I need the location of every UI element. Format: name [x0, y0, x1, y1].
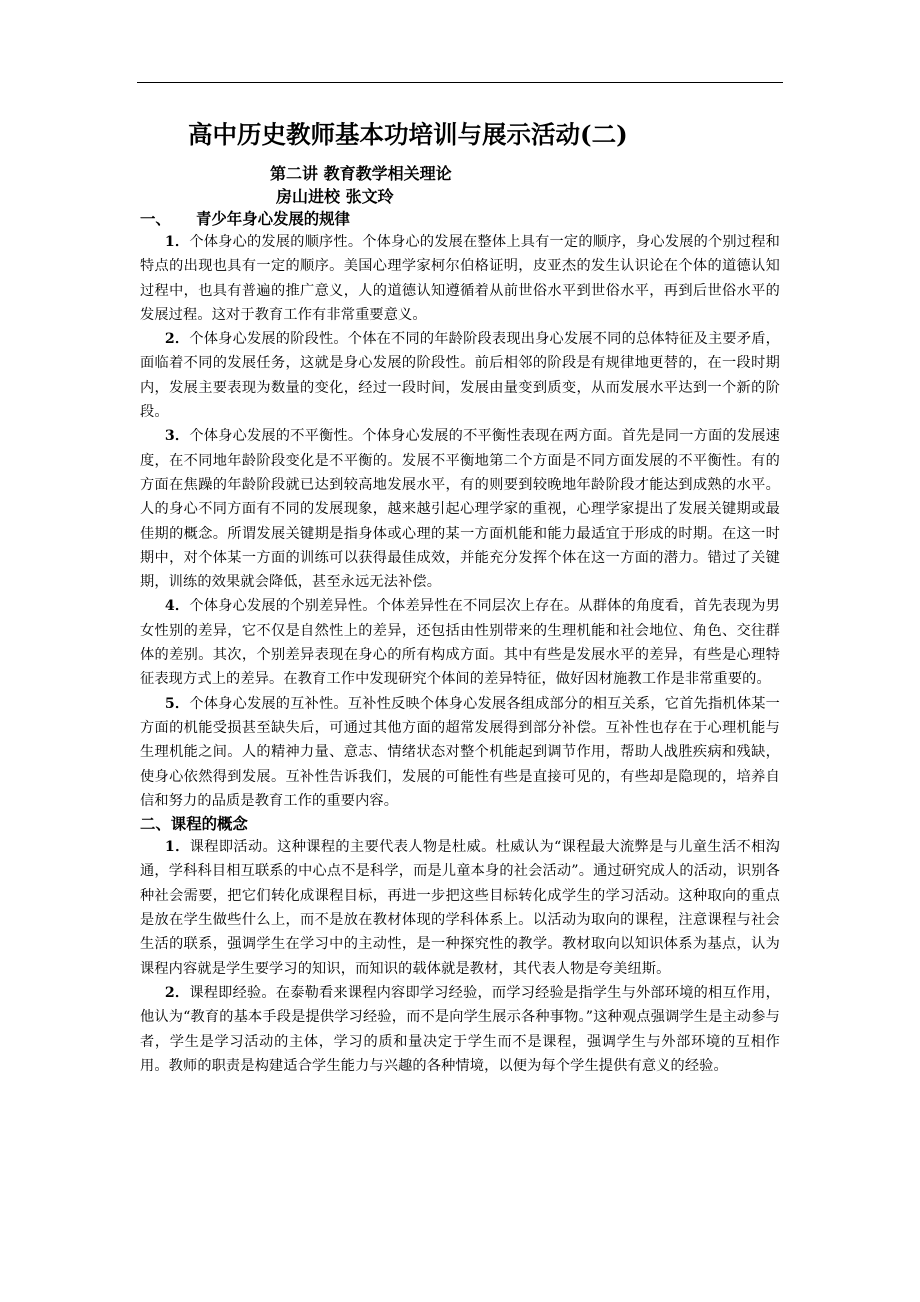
paragraph-text: 课程即经验。在泰勒看来课程内容即学习经验，而学习经验是指学生与外部环境的相互作用，他认为“教育的基本手段是提供学习经验，而不是向学生展示各种事物。”这种观点强调学生是主动参与者，学生是学习活动的主体，学习的质和量决定于学生而不是课程，强调学生与外部环境的互相作用。教师的职责是构建适合学生能力与兴趣的各种情境，以便为每个学生提供有意义的经验。	[140, 984, 780, 1074]
paragraph	[140, 835, 780, 981]
item-number: 1．	[164, 234, 190, 250]
item-number: 1．	[164, 839, 190, 856]
paragraph-text: 个体身心发展的互补性。互补性反映个体身心发展各组成部分的相互关系，它首先指机体某一方面的机能受损甚至缺失后，可通过其他方面的超常发展得到部分补偿。互补性也存在于心理机能与生理机能之间。人的精神力量、意志、情绪状态对整个机能起到调节作用，帮助人战胜疾病和残缺，使身心依然得到发展。互补性告诉我们，发展的可能性有些是直接可见的，有些却是隐现的，培养自信和努力的品质是教育工作的重要内容。	[140, 695, 780, 809]
section-heading	[140, 208, 780, 230]
section-heading	[140, 813, 780, 835]
item-number: 3．	[164, 428, 190, 445]
paragraph-text: 个体身心发展的个别差异性。个体差异性在不同层次上存在。从群体的角度看，首先表现为男女性别的差异，它不仅是自然性上的差异，还包括由性别带来的生理机能和社会地位、角色、交往群体的差别。其次，个别差异表现在身心的所有构成方面。其中有些是发展水平的差异，有些是心理特征表现方式上的差异。在教育工作中发现研究个体间的差异特征，做好因材施教工作是非常重要的。	[140, 598, 780, 688]
paragraph-text: 个体身心发展的阶段性。个体在不同的年龄阶段表现出身心发展不同的总体特征及主要矛盾，面临着不同的发展任务，这就是身心发展的阶段性。前后相邻的阶段是有规律地更替的，在一段时期内，发展主要表现为数量的变化，经过一段时间，发展由量变到质变，从而发展水平达到一个新的阶段。	[140, 331, 780, 421]
document-title: 高中历史教师基本功培训与展示活动(二)	[188, 120, 628, 149]
section-number: 一、	[140, 210, 171, 228]
section-number: 二、	[140, 815, 171, 834]
paragraph	[140, 692, 780, 813]
paragraph-text: 个体身心发展的不平衡性。个体身心发展的不平衡性表现在两方面。首先是同一方面的发展速度，在不同地年龄阶段变化是不平衡的。发展不平衡地第二个方面是不同方面发展的不平衡性。有的方面在焦躁的年龄阶段就已达到较高地发展水平，有的则要到较晚地年龄阶段才能达到成熟的水平。人的身心不同方面有不同的发展现象，越来越引起心理学家的重视，心理学家提出了发展关键期或最佳期的概念。所谓发展关键期是指身体或心理的某一方面机能和能力最适宜于形成的时期。在这一时期中，对个体某一方面的训练可以获得最佳成效，并能充分发挥个体在这一方面的潜力。错过了关键期，训练的效果就会降低，甚至永远无法补偿。	[140, 428, 780, 591]
author-line: 房山进校 张文玲	[276, 187, 394, 206]
lecture-subtitle: 第二讲 教育教学相关理论	[270, 164, 452, 183]
item-number: 5．	[164, 695, 190, 712]
paragraph-text: 个体身心的发展的顺序性。个体身心的发展在整体上具有一定的顺序，身心发展的个别过程和特点的出现也具有一定的顺序。美国心理学家柯尔伯格证明，皮亚杰的发生认识论在个体的道德认知过程中，也具有普遍的推广意义，人的道德认知遵循着从前世俗水平到世俗水平，再到后世俗水平的发展过程。这对于教育工作有非常重要意义。	[140, 234, 780, 323]
paragraph	[140, 981, 780, 1078]
section-title: 青少年身心发展的规律	[196, 210, 350, 228]
paragraph	[140, 424, 780, 594]
paragraph	[140, 594, 780, 691]
document-body	[140, 118, 780, 1078]
header-rule	[137, 82, 783, 83]
paragraph-text: 课程即活动。这种课程的主要代表人物是杜威。杜威认为“课程最大流弊是与儿童生活不相沟通，学科科目相互联系的中心点不是科学，而是儿童本身的社会活动”。通过研究成人的活动，识别各种社会需要，把它们转化成课程目标，再进一步把这些目标转化成学生的学习活动。这种取向的重点是放在学生做些什么上，而不是放在教材体现的学科体系上。以活动为取向的课程，注意课程与社会生活的联系，强调学生在学习中的主动性，是一种探究性的教学。教材取向以知识体系为基点，认为课程内容就是学生要学习的知识，而知识的载体就是教材，其代表人物是夸美纽斯。	[140, 839, 781, 977]
item-number: 2．	[164, 984, 190, 1001]
paragraph	[140, 327, 780, 424]
paragraph	[140, 230, 780, 327]
item-number: 2．	[164, 331, 190, 348]
section-title: 课程的概念	[170, 815, 248, 834]
item-number: 4．	[164, 598, 190, 615]
